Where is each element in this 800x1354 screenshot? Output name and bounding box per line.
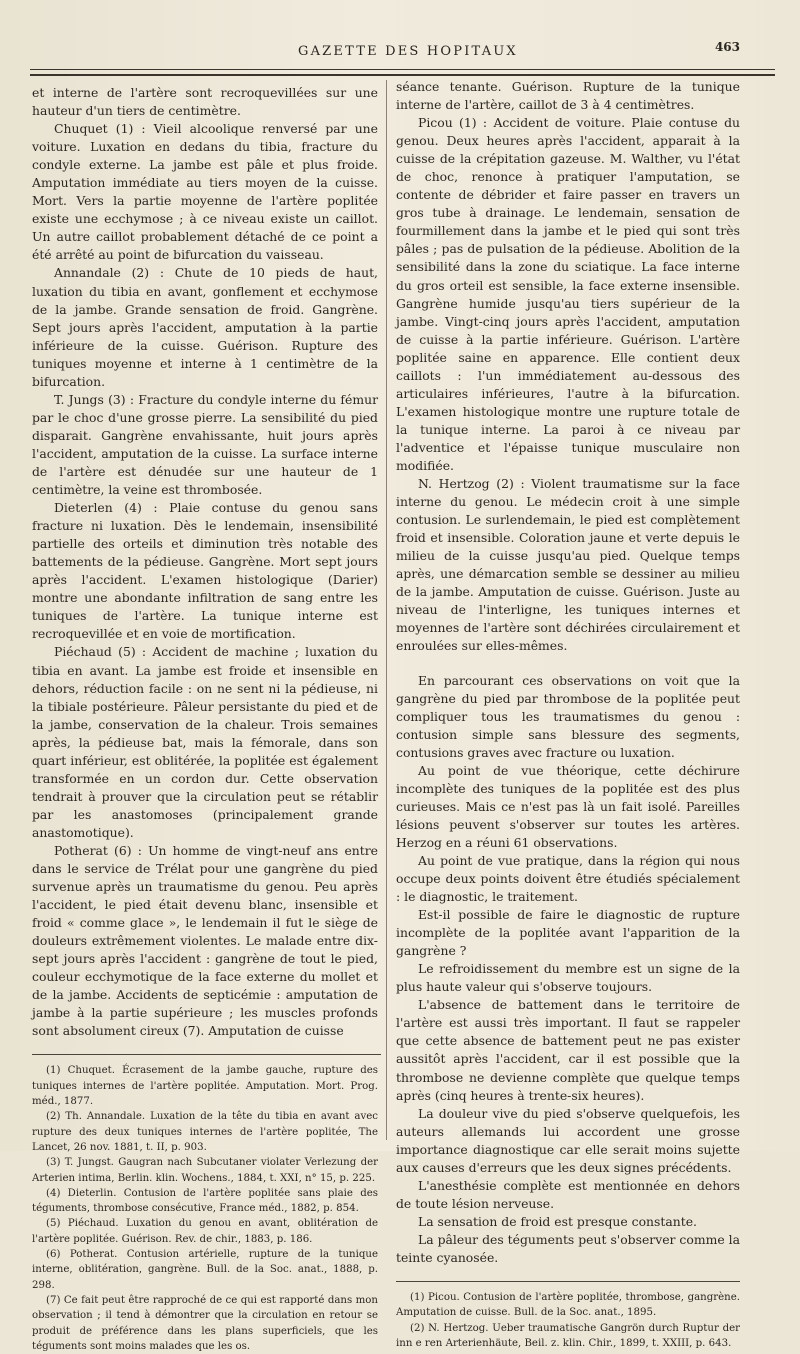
footnote: (7) Ce fait peut être rapproché de ce qui est rapporté dans mon observation ; il tend à démontrer que la circulation en retour se produit de préférence dans les plans superficiels, que les téguments sont moins malades que les os. — [32, 1294, 378, 1352]
paragraph: Annandale (2) : Chute de 10 pieds de haut, luxation du tibia en avant, gonflement et ecchymose de la jambe. Grande sensation de froid. Gangrène. Sept jours après l'accident, amputation à la partie inférieure de la cuisse. Guérison. Rupture des tuniques moyenne et interne à 1 centimètre de la bifurcation. — [32, 265, 378, 389]
paragraph: Picou (1) : Accident de voiture. Plaie contuse du genou. Deux heures après l'accident, apparait à la cuisse de la crépitation gazeuse. M. Walther, vu l'état de choc, renonce à pratiquer l'amputation, se contente de débrider et faire passer en travers un gros tube à drainage. Le lendemain, sensation de fourmillement dans la jambe et le pied qui sont très pâles ; pas de pulsation de la pédieuse. Abolition de la sensibilité dans la zone du sciatique. La face interne du gros orteil est sensible, la face externe insensible. Gangrène humide jusqu'au tiers supérieur de la jambe. Vingt-cinq jours après l'accident, amputation de cuisse à la partie inférieure. Guérison. L'artère poplitée saine en apparence. Elle contient deux caillots : l'un immédiatement au-dessous des articulaires inférieures, l'autre à la bifurcation. L'examen histologique montre une rupture totale de la tunique interne. La paroi à ce niveau par l'adventice et l'épaisse tunique musculaire non modifiée. — [396, 115, 740, 473]
header-rule-thick — [30, 74, 775, 76]
paragraph: Piéchaud (5) : Accident de machine ; luxation du tibia en avant. La jambe est froide et insensible en dehors, réduction facile : on ne sent ni la pédieuse, ni la tibiale postérieure. Pâleur persistante du pied et de la jambe, conservation de la chaleur. Trois semaines après, la pédieuse bat, mais la fémorale, dans son quart inférieur, est oblitérée, la poplitée est également transformée en un cordon dur. Cette observation tendrait à prouver que la circulation peut se rétablir par les anastomoses (principalement grande anastomotique). — [32, 644, 378, 840]
running-title: GAZETTE DES HOPITAUX — [298, 44, 518, 59]
footnote: (2) N. Hertzog. Ueber traumatische Gangrön durch Ruptur der inn e ren Arterienhäute, Beil. z. klin. Chir., 1899, t. XXIII, p. 643. — [396, 1322, 740, 1349]
paragraph: Dieterlen (4) : Plaie contuse du genou sans fracture ni luxation. Dès le lendemain, insensibilité partielle des orteils et diminution très notable des battements de la pédieuse. Gangrène. Mort sept jours après l'accident. L'examen histologique (Darier) montre une abondante infiltration de sang entre les tuniques de l'artère. La tunique interne est recroquevillée et en voie de mortification. — [32, 500, 378, 642]
paragraph: La pâleur des téguments peut s'observer comme la teinte cyanosée. — [396, 1231, 740, 1265]
paragraph: Chuquet (1) : Vieil alcoolique renversé par une voiture. Luxation en dedans du tibia, fracture du condyle externe. La jambe est pâle et plus froide. Amputation immédiate au tiers moyen de la cuisse. Mort. Vers la partie moyenne de l'artère poplitée existe une ecchymose ; à ce niveau existe un caillot. Un autre caillot probablement détaché de ce point a été arrêté au point de bifurcation du vaisseau. — [32, 121, 378, 263]
paragraph: En parcourant ces observations on voit que la gangrène du pied par thrombose de la poplitée peut compliquer tous les traumatismes du genou : contusion simple sans blessure des segments, contusions graves avec fracture ou luxation. — [396, 672, 740, 760]
paragraph: Au point de vue pratique, dans la région qui nous occupe deux points doivent être étudiés spécialement : le diagnostic, le traitement. — [396, 852, 740, 905]
footnote: (3) T. Jungst. Gaugran nach Subcutaner violater Verlezung der Arterien intima, Berlin. klin. Wochens., 1884, t. XXI, n° 15, p. 225. — [32, 1157, 378, 1184]
paragraph: séance tenante. Guérison. Rupture de la tunique interne de l'artère, caillot de 3 à 4 centimètres. — [396, 79, 740, 113]
footnote: (5) Piéchaud. Luxation du genou en avant, oblitération de l'artère poplitée. Guérison. Rev. de chir., 1883, p. 186. — [32, 1218, 378, 1245]
footnote-rule — [32, 1054, 381, 1055]
right-column — [396, 78, 740, 1351]
paragraph: L'anesthésie complète est mentionnée en dehors de toute lésion nerveuse. — [396, 1177, 740, 1211]
footnote: (1) Chuquet. Écrasement de la jambe gauche, rupture des tuniques internes de l'artère poplitée. Amputation. Mort. Prog. méd., 1877. — [32, 1065, 378, 1108]
paragraph: T. Jungs (3) : Fracture du condyle interne du fémur par le choc d'une grosse pierre. La sensibilité du pied disparait. Gangrène envahissante, huit jours après l'accident, amputation de la cuisse. La surface interne de l'artère est dénudée sur une hauteur de 1 centimètre, la veine est thrombosée. — [32, 391, 378, 498]
paragraph: Est-il possible de faire le diagnostic de rupture incomplète de la poplitée avant l'apparition de la gangrène ? — [396, 907, 740, 959]
paragraph: L'absence de battement dans le territoire de l'artère est aussi très important. Il faut se rappeler que cette absence de battement peut ne pas exister aussitôt après l'accident, car il est possible que la thrombose ne devienne complète que quelque temps après (cinq heures à trente-six heures). — [396, 997, 740, 1103]
footnotes-right — [396, 1290, 740, 1351]
header-rule-thin — [30, 69, 775, 70]
footnote-rule — [396, 1281, 740, 1282]
paragraph: Au point de vue théorique, cette déchirure incomplète des tuniques de la poplitée est des plus curieuses. Mais ce n'est pas là un fait isolé. Pareilles lésions peuvent s'observer sur toutes les artères. Herzog en a réuni 61 observations. — [396, 762, 740, 850]
left-column — [32, 84, 378, 1354]
paragraph: Le refroidissement du membre est un signe de la plus haute valeur qui s'observe toujours. — [396, 961, 740, 995]
paragraph: Potherat (6) : Un homme de vingt-neuf ans entre dans le service de Trélat pour une gangrène du pied survenue après un traumatisme du genou. Peu après l'accident, le pied était devenu blanc, insensible et froid « comme glace », le lendemain il fut le siège de douleurs extrêmement violentes. Le malade entre dix-sept jours après l'accident : gangrène de tout le pied, couleur ecchymotique de la face externe du mollet et de la jambe. Accidents de septicémie : amputation de jambe à la partie supérieure ; les muscles profonds sont absolument cireux (7). Amputation de cuisse — [32, 842, 378, 1039]
paragraph: et interne de l'artère sont recroquevillées sur une hauteur d'un tiers de centimètre. — [32, 85, 378, 119]
paragraph: La douleur vive du pied s'observe quelquefois, les auteurs allemands lui accordent une grosse importance diagnostique car elle serait moins sujette aux causes d'erreurs que les deux signes précédents. — [396, 1105, 740, 1175]
footnote: (1) Picou. Contusion de l'artère poplitée, thrombose, gangrène. Amputation de cuisse. Bull. de la Soc. anat., 1895. — [396, 1292, 740, 1319]
page-number: 463 — [714, 40, 740, 54]
footnotes-left — [32, 1063, 378, 1354]
column-divider — [386, 80, 387, 1140]
page-header — [0, 40, 800, 64]
footnote: (4) Dieterlin. Contusion de l'artère poplitée sans plaie des téguments, thrombose consécutive, France méd., 1882, p. 854. — [32, 1187, 378, 1215]
footnote: (6) Potherat. Contusion artérielle, rupture de la tunique interne, oblitération, gangrène. Bull. de la Soc. anat., 1888, p. 298. — [32, 1249, 378, 1291]
footnote: (2) Th. Annandale. Luxation de la tête du tibia en avant avec rupture des deux tuniques internes de l'artère poplitée, The Lancet, 26 nov. 1881, t. II, p. 903. — [32, 1111, 378, 1153]
paragraph: N. Hertzog (2) : Violent traumatisme sur la face interne du genou. Le médecin croit à une simple contusion. Le surlendemain, le pied est complètement froid et insensible. Coloration jaune et verte depuis le milieu de la cuisse jusqu'au pied. Quelque temps après, une démarcation semble se dessiner au milieu de la jambe. Amputation de cuisse. Guérison. Juste au niveau de l'interligne, les tuniques internes et moyennes de l'artère sont déchirées circulairement et enroulées sur elles-mêmes. — [396, 476, 740, 654]
paragraph: La sensation de froid est presque constante. — [418, 1213, 697, 1229]
